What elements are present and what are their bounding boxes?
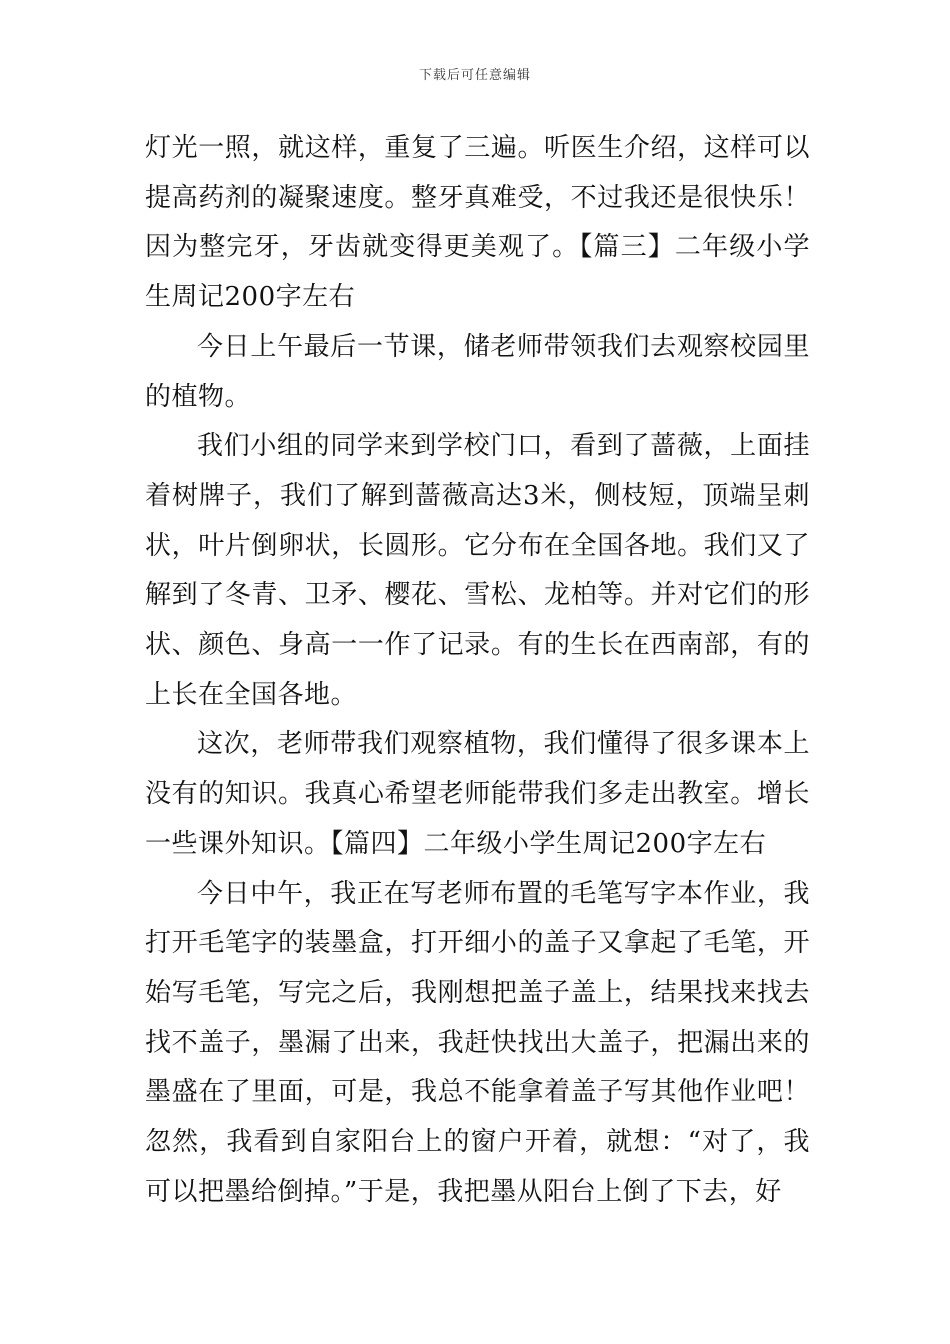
paragraph-plant-reflection: 这次，老师带我们观察植物，我们懂得了很多课本上没有的知识。我真心希望老师能带我们多走出教室。增长一些课外知识。【篇四】二年级小学生周记200字左右 [145,729,810,859]
page-header-note: 下载后可任意编辑 [418,68,531,83]
paragraph-plant-observation-intro: 今日上午最后一节课，储老师带领我们去观察校园里的植物。 [145,331,810,412]
paragraph-ink-story: 今日中午，我正在写老师布置的毛笔写字本作业，我打开毛笔字的装墨盒，打开细小的盖子又拿起了毛笔，开始写毛笔，写完之后，我刚想把盖子盖上，结果找来找去找不盖子，墨漏了出来，我赶快找出大盖子，把漏出来的墨盛在了里面，可是，我总不能拿着盖子写其他作业吧！忽然，我看到自家阳台上的窗户开着，就想：“对了，我可以把墨给倒掉。”于是，我把墨从阳台上倒了下去，好 [145,878,810,1207]
paragraph-plant-details: 我们小组的同学来到学校门口，看到了蔷薇，上面挂着树牌子，我们了解到蔷薇高达3米，侧枝短，顶端呈刺状，叶片倒卵状，长圆形。它分布在全国各地。我们又了解到了冬青、卫矛、樱花、雪松、龙柏等。并对它们的形状、颜色、身高一一作了记录。有的生长在西南部，有的上长在全国各地。 [145,431,810,710]
paragraph-continued: 灯光一照，就这样，重复了三遍。听医生介绍，这样可以提高药剂的凝聚速度。整牙真难受，不过我还是很快乐！因为整完牙，牙齿就变得更美观了。【篇三】二年级小学生周记200字左右 [145,133,810,313]
document-body [145,124,810,1217]
